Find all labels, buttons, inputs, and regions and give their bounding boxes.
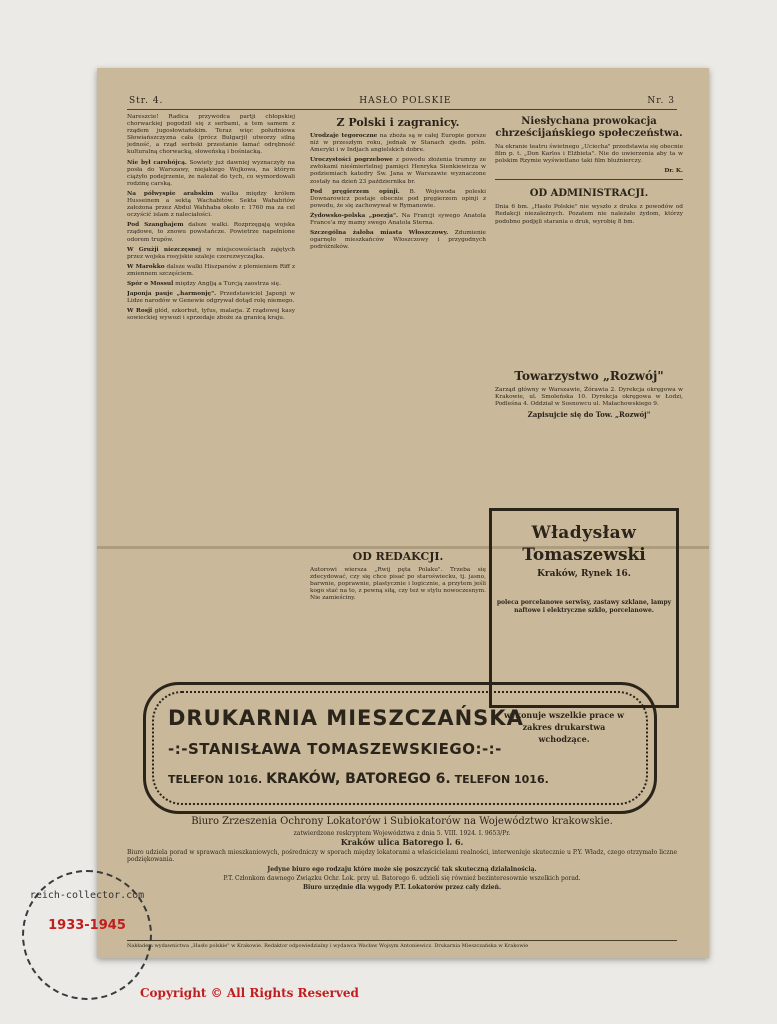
article-text: Dnia 6 bm. „Hasło Polskie" nie wyszło z druku z powodów od Redakcji niezależnych. Pozatem nie należało żydom, którzy podobno podjęli starania o druk, wyrobię 8 bm. (495, 204, 683, 225)
advert-contact (168, 771, 549, 787)
copyright-text: Copyright © All Rights Reserved (140, 986, 359, 1000)
advert-address: Kraków, Rynek 16. (537, 569, 631, 579)
article-heading: Nie był carobójcą. (127, 159, 187, 166)
article-text: dalsze walki Hiszpanów z plemieniem Riff z zmiennem szczęściem. (127, 263, 295, 277)
article-text: Sowiety już dawniej wyznaczyły na posła do Warszawy, niejakiego Wojkowa, na którym ciążyło podejrzenie, że należał do tych, co wymordowali rodzinę carską. (127, 159, 295, 187)
section-title: OD ADMINISTRACJI. (529, 188, 649, 200)
advert-name: Władysław (531, 523, 637, 543)
article-text: Biuro udziela porad w sprawach mieszkaniowych, pośredniczy w sporach między lokatorami a właścicielami realności, interweniuje skutecznie u P.Y. Władz, czego otrzymało liczne podziękowania. (127, 848, 677, 864)
article-text: na zboża są w całej Europie gorsze niż w przeszłym roku, jednak w Stanach zjedn. póln. Ameryki i w Indjach angielskich dobre. (310, 133, 486, 154)
tomaszewski-advert (489, 508, 679, 708)
issue-number: Nr. 3 (647, 96, 675, 106)
article-heading: Żydowsko-polska „poezja". (310, 212, 399, 219)
newspaper-page (97, 68, 709, 958)
article-heading: Uroczystości pogrzebowe (310, 157, 393, 164)
advert-phone: TELEFON 1016. (454, 773, 549, 786)
stamp-site: reich-collector.com (29, 890, 145, 901)
article-heading: Szczególna żałoba miasta Włoszczowy. (310, 230, 449, 237)
imprint-footer: Nakładem wydawnictwa „Hasło polskie" w Krakowie. Redaktor odpowiedzialny i wydawca Wacław Wojsym Antoniewicz. Drukarnia Mieszczańska w Krakowie (127, 940, 677, 949)
advert-description: poleca porcelanowe serwisy, zastawy szklane, lampy naftowe i elektryczne szkło, porcelanowe. (496, 599, 672, 614)
advert-title: DRUKARNIA MIESZCZAŃSKA (168, 706, 524, 730)
article-heading: W Marokko (127, 263, 165, 270)
drukarnia-advert (143, 682, 657, 814)
advert-name: Tomaszewski (522, 545, 646, 565)
article-text: Autorowi wiersza „Rwij pęta Polaku". Trzeba się zdecydować, czy się chce pisać po staroświecku, tj. jasno, barwnie, poprawnie, plastycznie i logicznie, a przytem jeśli kogo stać na to, z pewną siłą, czy też w stylu nowoczesnym. Nie zamieściny. (310, 567, 486, 602)
article-heading: W Grużji niezczęsnej (127, 246, 202, 253)
rozwoj-notice (495, 368, 683, 498)
advert-owner: -:-STANISŁAWA TOMASZEWSKIEGO:-:- (168, 740, 502, 758)
watermark-stamp (22, 870, 152, 1000)
section-title: Z Polski i zagranicy. (336, 116, 460, 129)
article-heading: Pod Szanghajem (127, 222, 184, 229)
page-header (129, 96, 675, 106)
article-text: Zarząd główny w Warszawie, Żórawia 2. Dyrekcja okręgowa w Krakowie, ul. Smoleńska 10. Dyrekcja okręgowa w Łodzi, Podleśna 4. Oddział w Sosnowcu ul. Małachowskiego 9. (495, 387, 683, 408)
article-heading: W Rosji (127, 308, 153, 315)
section-address: Kraków ulica Batorego l. 6. (340, 837, 464, 848)
page-number: Str. 4. (129, 96, 164, 106)
article-heading: Pod pręgierzem opinji. (310, 188, 400, 195)
header-rule (127, 109, 677, 110)
section-title: Biuro Zrzeszenia Ochrony Lokatorów i Subiokatorów na Województwo krakowskie. (191, 816, 613, 827)
article-text: P.T. Członkom dawnego Związku Ochr. Lok. przy ul. Batorego 6. udzieli się również bezinteresownie wszelkich porad. (223, 875, 581, 883)
article-text: Zdumienie ogarnęło mieszkańców Włoszczowy i przygodnych podróżników. (310, 230, 486, 251)
article-heading: Spór o Mossul (127, 280, 174, 287)
article-heading: Urodzaje tegoroczne (310, 133, 378, 139)
article-text: Na Francji sywego Anatola France'a my mamy swego Anatola Sterna. (310, 212, 486, 227)
cta-text: Zapisujcie się do Tow. „Rozwój" (527, 410, 651, 420)
article-text: B. Wojewoda poleski Downarowicz postaje obecnie pod pręgierzem opinji z powodu, że się zachowywał w Rymanowie. (310, 188, 486, 209)
article-text: Nareszcie! Radica przywódca partji chłopskiej chorwackiej pogodził się z serbami, a tem samem z rządem jugosłowiańskim. Teraz więc południowa Słowiańszczyzna cała (prócz Bułgarji) utworzy silną jedność, a rząd serbski przestanie łamać odrębność kulturalną chorwacką, słoweńską i bośniacką. (127, 114, 295, 156)
article-heading: Japonja pauje „harmonję". (127, 291, 217, 298)
newspaper-title: HASŁO POLSKIE (359, 96, 452, 106)
divider (495, 179, 683, 184)
biuro-section (127, 814, 677, 894)
article-text: Przedstawiciel Japonji w Lidze narodów w Genewie odgrywał dotąd rolę niemego. (127, 291, 295, 305)
article-text: walka między królem Husseinem a sektą Wachabitów. Sekta Wahabitów założona przez Abdul Wahhaba około r. 1760 ma za cel oczyścić islam z naleciałości. (127, 190, 295, 219)
article-signature: Dr. K. (664, 168, 683, 175)
advert-address: KRAKÓW, BATOREGO 6. (266, 771, 451, 787)
article-highlight: Jedyne biuro ego rodzaju które może się poszczycić tak skuteczną działalnością. (267, 865, 537, 873)
article-text: głód, szkorbut, tyfus, malarja. Z rządowej kasy sowieckiej wywozi i sprzedaje zboże za granicą kraju. (127, 308, 295, 322)
article-heading: Na półwyspie arabskim (127, 190, 214, 197)
section-title: Towarzystwo „Rozwój" (514, 369, 664, 383)
column-1 (127, 114, 295, 711)
advert-services: wykonuje wszelkie prace w zakres drukarstwa wchodzące. (504, 710, 624, 744)
section-title: Niesłychana prowokacja chrześcijańskiego społeczeństwa. (495, 116, 683, 139)
article-text: z powodu złożenia trumny ze zwłokami nieśmiertelnej pamięci Henryka Sienkiewicza w podziemiach katedry Św. Jana w Warszawie wyznaczone zostały na dzień 23 października br. (310, 157, 486, 185)
article-text: Na ekranie teatru świetnego „Uciecha" przedstawia się obecnie film p. t. „Don Karlos i Elżbieta". Nie do uwierzenia aby ta w polskim Rzymie wyświetlano taki film bluźnierczy. (495, 144, 683, 165)
stamp-years: 1933-1945 (48, 918, 126, 933)
article-highlight: Biuro urzędnie dla wygody P.T. Lokatorów przez cały dzień. (302, 884, 502, 892)
column-3 (495, 114, 683, 350)
article-text: dalsze walki. Rozprzęgają wojska rządowe, to znowu powstańcze. Powietrze napełnione odorem trupów. (127, 222, 295, 243)
column-2 (310, 114, 486, 534)
article-text: w miejscowościach zajętych przez wojska rosyjskie szaleje czerezwyczajka. (127, 246, 295, 260)
advert-phone: TELEFON 1016. (168, 773, 263, 786)
section-subtitle: zatwierdzone reskryptem Województwa z dnia 5. VIII. 1924. I. 9653/Pr. (293, 830, 511, 837)
section-title: OD REDAKCJI. (352, 550, 444, 563)
article-text: między Anglją a Turcją zaostrza się. (175, 280, 281, 287)
